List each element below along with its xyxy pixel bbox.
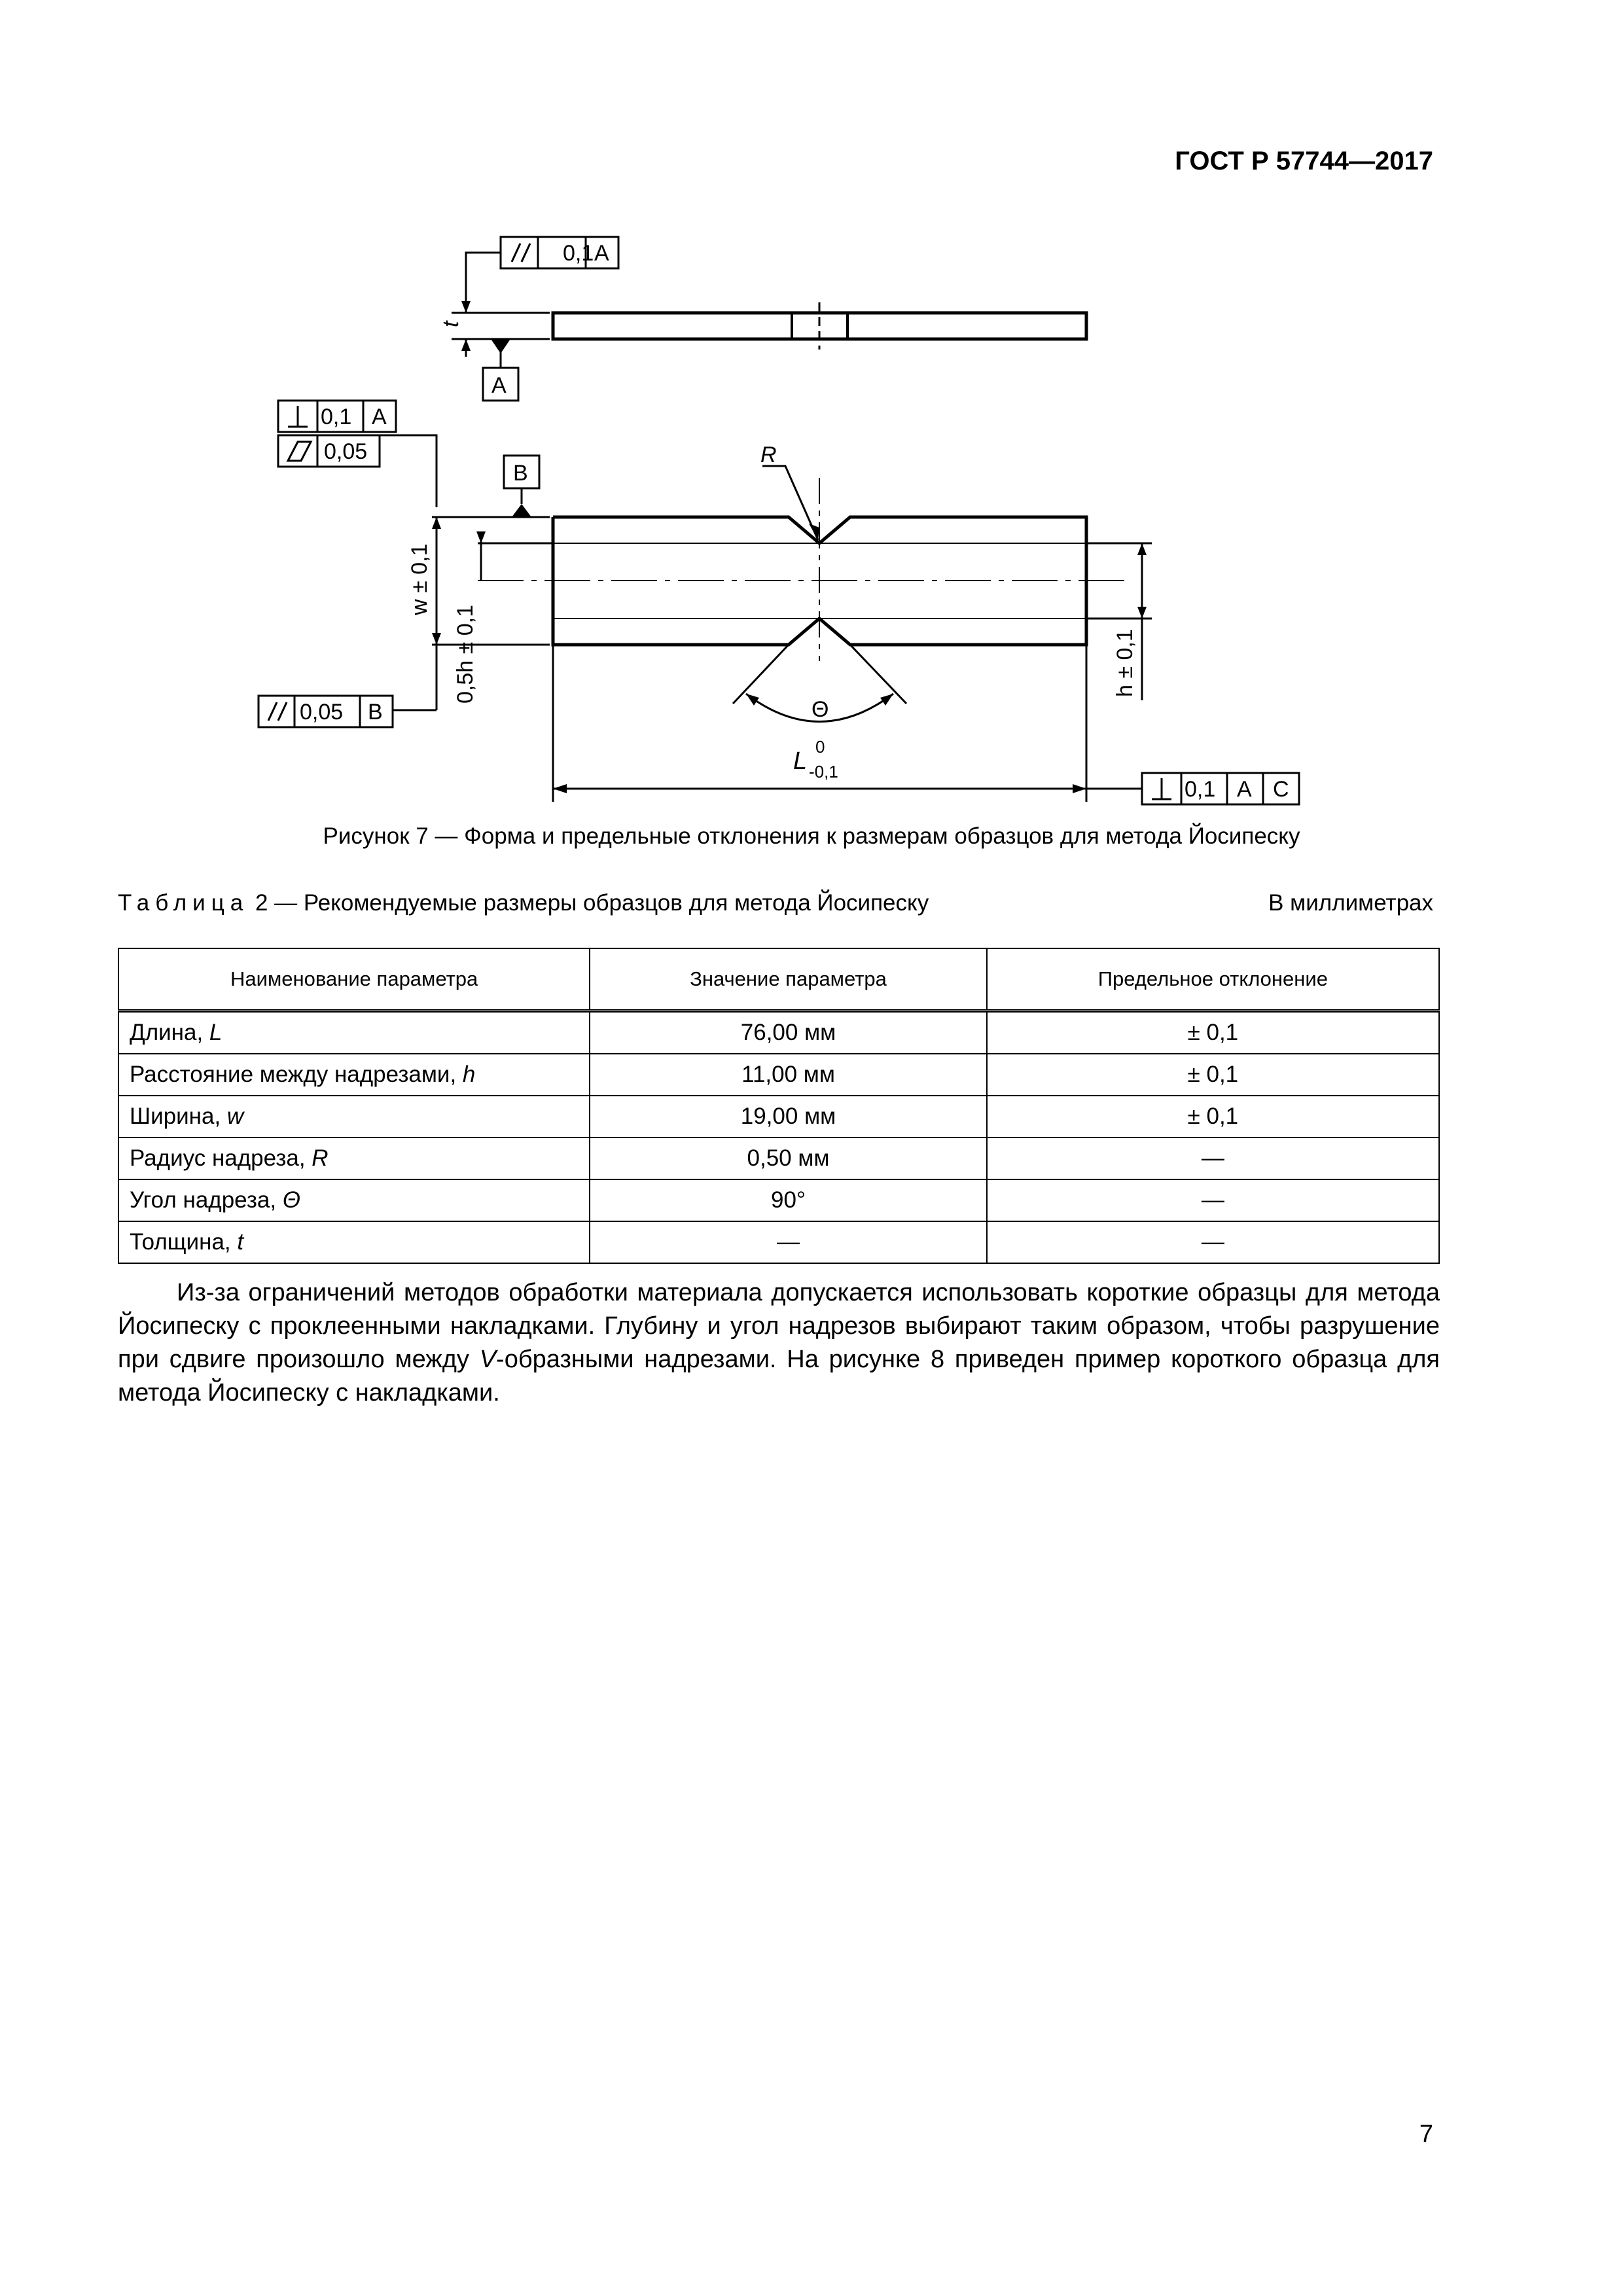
row-name: Угол надреза, Θ	[118, 1179, 590, 1221]
table-row	[118, 1054, 1439, 1096]
datum-a-label: A	[491, 373, 507, 398]
figure-caption: Рисунок 7 — Форма и предельные отклонения к размерам образцов для метода Йосипеску	[323, 823, 1300, 849]
label-l-upper: 0	[815, 737, 825, 757]
table-units: В миллиметрах	[1268, 890, 1433, 916]
table-label: Таблица	[118, 890, 249, 916]
row-name: Длина, L	[118, 1011, 590, 1054]
table-row	[118, 1138, 1439, 1179]
label-half-h: 0,5h ± 0,1	[453, 605, 478, 704]
header-tolerance: Предельное отклонение	[987, 948, 1439, 1011]
row-tolerance: —	[987, 1221, 1439, 1263]
row-tolerance: ± 0,1	[987, 1054, 1439, 1096]
table-row	[118, 1096, 1439, 1138]
row-name: Расстояние между надрезами, h	[118, 1054, 590, 1096]
datum-b-label: B	[513, 461, 528, 486]
table-number: 2	[255, 890, 268, 916]
row-value: 0,50 мм	[590, 1138, 986, 1179]
specimen-drawing	[0, 0, 1623, 864]
label-l-lower: -0,1	[809, 762, 838, 781]
frame-top-value: 0,1	[563, 241, 594, 266]
page-number: 7	[1419, 2121, 1433, 2148]
table-title	[118, 890, 929, 916]
frame-perp-ac-datum1: A	[1237, 777, 1252, 802]
row-name: Ширина, w	[118, 1096, 590, 1138]
document-header: ГОСТ Р 57744—2017	[1175, 147, 1433, 175]
label-h: h ± 0,1	[1113, 629, 1137, 697]
row-value: 76,00 мм	[590, 1011, 986, 1054]
frame-parallel-b-datum: B	[368, 700, 383, 725]
frame-parallel-b-value: 0,05	[300, 700, 344, 725]
parameters-table	[118, 948, 1440, 1264]
frame-top-datum: A	[594, 241, 609, 266]
frame-perp-value: 0,1	[321, 404, 352, 429]
frame-perp-ac-datum2: C	[1273, 777, 1289, 802]
row-tolerance: ± 0,1	[987, 1011, 1439, 1054]
row-value: 90°	[590, 1179, 986, 1221]
table-row	[118, 1011, 1439, 1054]
label-t: t	[438, 321, 463, 327]
frame-flat-value: 0,05	[324, 439, 368, 464]
label-theta: Θ	[812, 697, 829, 722]
row-name: Радиус надреза, R	[118, 1138, 590, 1179]
frame-perp-datum: A	[372, 404, 387, 429]
figure-7	[0, 0, 1623, 864]
row-tolerance: —	[987, 1179, 1439, 1221]
row-tolerance: —	[987, 1138, 1439, 1179]
row-name: Толщина, t	[118, 1221, 590, 1263]
table-row	[118, 1179, 1439, 1221]
body-paragraph: Из-за ограничений методов обработки материала допускается использовать короткие образцы для метода Йосипеску с проклеенными накладками. Глубину и угол надрезов выбирают таким образом, чтобы разрушение при сдвиге произошло между V-образными надрезами. На рисунке 8 приведен пример короткого образца для метода Йосипеску с накладками.	[118, 1279, 1440, 1407]
table-header-row	[118, 948, 1439, 1011]
row-value: 19,00 мм	[590, 1096, 986, 1138]
row-value: 11,00 мм	[590, 1054, 986, 1096]
table-row	[118, 1221, 1439, 1263]
row-tolerance: ± 0,1	[987, 1096, 1439, 1138]
header-parameter-value: Значение параметра	[590, 948, 986, 1011]
row-value: —	[590, 1221, 986, 1263]
table-caption: — Рекомендуемые размеры образцов для метода Йосипеску	[274, 890, 929, 916]
label-w: w ± 0,1	[407, 543, 432, 615]
label-r: R	[760, 442, 777, 467]
header-parameter-name: Наименование параметра	[118, 948, 590, 1011]
label-l: L	[793, 747, 808, 775]
frame-perp-ac-value: 0,1	[1185, 777, 1216, 802]
